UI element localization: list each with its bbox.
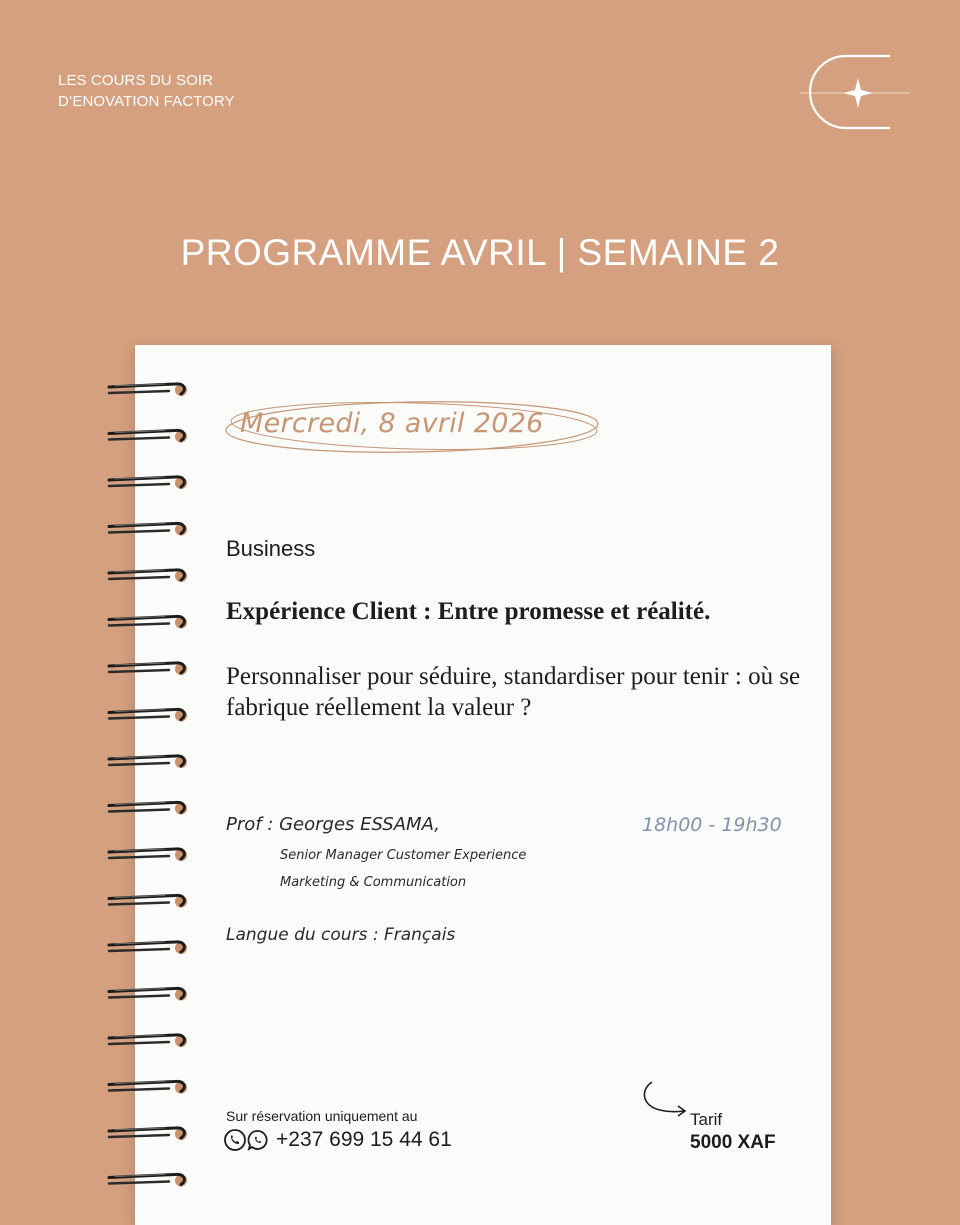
spiral-ring	[109, 663, 187, 675]
spiral-ring	[109, 616, 187, 628]
reservation-label: Sur réservation uniquement au	[226, 1108, 418, 1124]
date-badge	[222, 396, 602, 458]
professor-name: Prof : Georges ESSAMA,	[226, 814, 440, 835]
professor-role	[280, 842, 526, 896]
spiral-ring	[109, 988, 187, 1000]
spiral-ring	[109, 756, 187, 768]
spiral-ring	[109, 802, 187, 814]
spiral-ring	[109, 384, 187, 396]
spiral-ring	[109, 942, 187, 954]
program-title: PROGRAMME AVRIL | SEMAINE 2	[180, 232, 780, 273]
spiral-ring	[109, 570, 187, 582]
spiral-ring	[109, 1128, 187, 1140]
phone-contact[interactable]	[224, 1128, 452, 1152]
brand-line-1: LES COURS DU SOIR	[58, 72, 214, 89]
price-value: 5000 XAF	[690, 1132, 776, 1153]
brand-line-2: D’ENOVATION FACTORY	[58, 93, 235, 110]
spiral-ring	[109, 895, 187, 907]
phone-icon	[225, 1130, 245, 1150]
phone-whatsapp-icons	[224, 1128, 272, 1152]
spiral-ring	[109, 477, 187, 489]
price-label: Tarif	[690, 1110, 723, 1129]
spiral-ring	[109, 430, 187, 442]
spiral-ring	[109, 1174, 187, 1186]
session-date: Mercredi, 8 avril 2026	[240, 408, 544, 439]
professor-role-line-1: Senior Manager Customer Experience	[280, 848, 527, 863]
sparkle-logo-icon	[800, 50, 910, 140]
spiral-ring	[109, 1035, 187, 1047]
session-time: 18h00 - 19h30	[642, 814, 782, 836]
notebook-page	[135, 345, 831, 1225]
spiral-ring	[109, 849, 187, 861]
curved-arrow-icon	[638, 1080, 688, 1124]
brand-name	[58, 70, 235, 112]
spiral-ring	[109, 523, 187, 535]
professor-role-line-2: Marketing & Communication	[280, 875, 467, 890]
spiral-ring	[109, 1081, 187, 1093]
course-title: Expérience Client : Entre promesse et réalité.	[226, 598, 711, 625]
spiral-binding	[105, 370, 195, 1200]
course-language: Langue du cours : Français	[226, 925, 456, 945]
whatsapp-icon	[248, 1131, 266, 1149]
course-category: Business	[226, 536, 316, 561]
course-subtitle: Personnaliser pour séduire, standardiser pour tenir : où se fabrique réellement la valeur ?	[226, 663, 801, 721]
spiral-ring	[109, 709, 187, 721]
phone-number[interactable]: +237 699 15 44 61	[276, 1128, 452, 1151]
